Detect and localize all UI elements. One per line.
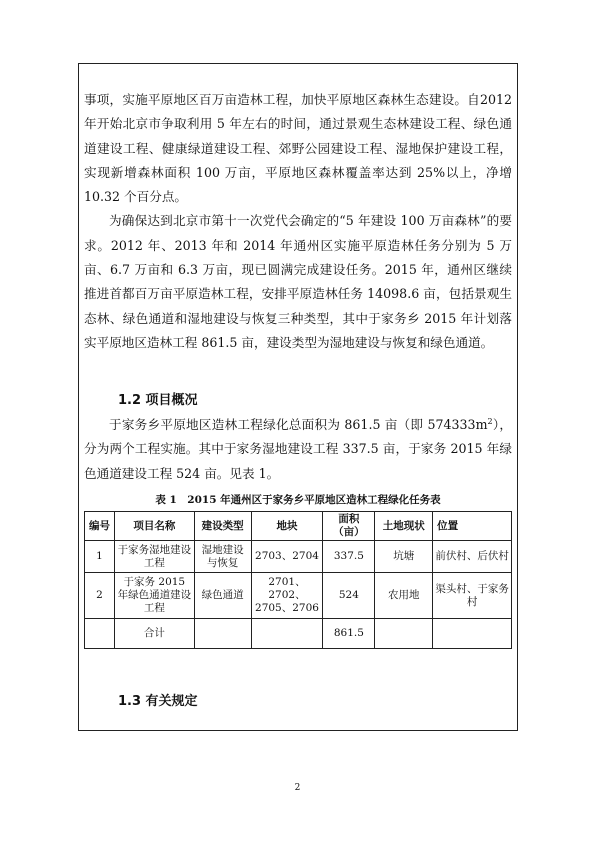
- page-number: 2: [294, 783, 301, 793]
- table-header-row: [85, 512, 512, 541]
- header-cell: 地块: [251, 512, 323, 541]
- table-caption: 表 1 2015 年通州区于家务乡平原地区造林工程绿化任务表: [155, 494, 441, 506]
- paragraph-overview: [84, 410, 512, 486]
- total-label: 合计: [114, 619, 194, 649]
- header-cell: 面积（亩）: [323, 512, 375, 541]
- table-row: [85, 573, 512, 619]
- table-cell: 337.5: [323, 541, 375, 573]
- table-cell: 524: [323, 573, 375, 619]
- table-cell: 于家务湿地建设工程: [114, 541, 194, 573]
- table-cell: 2: [85, 573, 115, 619]
- table-cell: [85, 619, 115, 649]
- heading-regulations: 1.3 有关规定: [118, 694, 198, 709]
- table-cell: 湿地建设与恢复: [194, 541, 251, 573]
- overview-text-1: 于家务乡平原地区造林工程绿化总面积为 861.5 亩（即 574333m: [109, 417, 488, 433]
- table-cell: 绿色通道: [194, 573, 251, 619]
- section-body: [84, 88, 512, 355]
- table-cell: 前伏村、后伏村: [433, 541, 512, 573]
- header-cell: 位置: [433, 512, 512, 541]
- table-cell: 农用地: [375, 573, 433, 619]
- overview-text-2: ），分为两个工程实施。其中于家务湿地建设工程 337.5 亩，于家务 2015 年绿色通道建设工程 524 亩。见表 1。: [84, 417, 512, 481]
- paragraph-intro: 事项，实施平原地区百万亩造林工程，加快平原地区森林生态建设。自2012年开始北京市争取利用 5 年左右的时间，通过景观生态林建设工程、绿色通道建设工程、健康绿道建设工程、郊野公园建设工程、湿地保护建设工程，实现新增森林面积 100 万亩，平原地区森林覆盖率达到 25%以上，净增 10.32 个百分点。: [84, 92, 512, 205]
- table-cell: 2701、2702、2705、2706: [251, 573, 323, 619]
- table-cell: 1: [85, 541, 115, 573]
- heading-project-overview: 1.2 项目概况: [118, 393, 198, 408]
- table-cell: [251, 619, 323, 649]
- table-cell: [194, 619, 251, 649]
- table-total-row: [85, 619, 512, 649]
- table-cell: 于家务 2015 年绿色通道建设工程: [114, 573, 194, 619]
- table-cell: [433, 619, 512, 649]
- header-cell: 土地现状: [375, 512, 433, 541]
- table-cell: 2703、2704: [251, 541, 323, 573]
- table-cell: [375, 619, 433, 649]
- header-cell: 项目名称: [114, 512, 194, 541]
- superscript-2: 2: [487, 417, 493, 426]
- table-cell: 坑塘: [375, 541, 433, 573]
- header-cell: 编号: [85, 512, 115, 541]
- table-row: [85, 541, 512, 573]
- table-cell: 渠头村、于家务村: [433, 573, 512, 619]
- task-table: [84, 511, 512, 649]
- total-area: 861.5: [323, 619, 375, 649]
- paragraph-requirements: 为确保达到北京市第十一次党代会确定的“5 年建设 100 万亩森林”的要求。2012 年、2013 年和 2014 年通州区实施平原造林任务分别为 5 万亩、6.7 万亩和 6.3 万亩，现已圆满完成建设任务。2015 年，通州区继续推进首都百万亩平原造林工程，安排平原造林任务 14098.6 亩，包括景观生态林、绿色通道和湿地建设与恢复三种类型，其中于家务乡 2015 年计划落实平原地区造林工程 861.5 亩，建设类型为湿地建设与恢复和绿色通道。: [84, 213, 512, 350]
- header-cell: 建设类型: [194, 512, 251, 541]
- overview-body: [84, 410, 512, 486]
